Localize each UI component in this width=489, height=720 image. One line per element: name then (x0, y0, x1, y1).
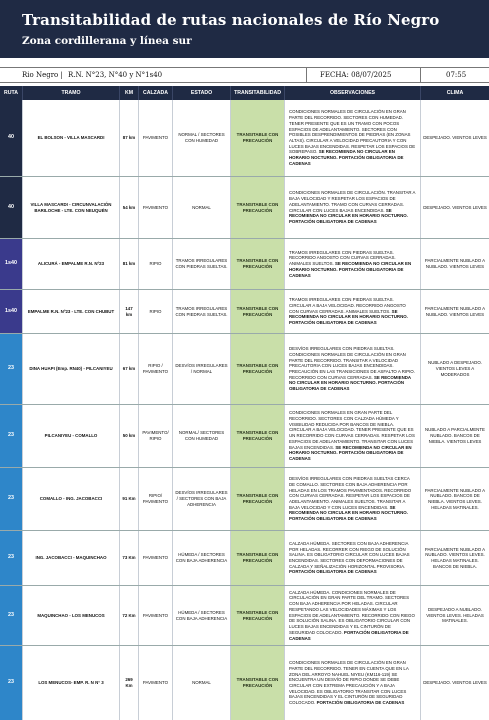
divider (306, 68, 307, 82)
transitabilidad-cell: TRANSITABLE CON PRECAUCIÓN (230, 646, 284, 720)
tramo-cell: EL BOLSON - VILLA MASCARDI (22, 100, 119, 176)
observaciones-warning: PORTACIÓN OBLIGATORIA DE CADENAS (316, 700, 405, 706)
column-header-clima: CLIMA (420, 86, 489, 100)
page-title: Transitabilidad de rutas nacionales de Río Negro (22, 11, 440, 29)
clima-cell: DESPEJADO. VIENTOS LEVES (420, 100, 489, 176)
route-number-cell: 40 (0, 100, 22, 176)
km-cell: 67 km (119, 334, 138, 404)
route-number-cell: 1s40 (0, 290, 22, 333)
observaciones-cell (284, 646, 420, 720)
observaciones-warning: SE RECOMIENDA NO CIRCULAR EN HORARIO NOCTURNO. PORTACIÓN OBLIGATORIA DE CADENAS (289, 308, 408, 326)
tramo-cell: LOS MENUCOS- EMP. R. N N° 3 (22, 646, 119, 720)
calzada-cell: RIPIO / PAVIMENTO (138, 334, 172, 404)
calzada-cell: PAVIMENTO/ RIPIO (138, 405, 172, 467)
date-label: FECHA: 08/07/2025 (320, 71, 392, 79)
table-row (0, 405, 489, 468)
column-header-estado: ESTADO (172, 86, 230, 100)
observaciones-cell (284, 100, 420, 176)
observaciones-cell (284, 586, 420, 645)
km-cell: 147 km (119, 290, 138, 333)
route-number-cell: 40 (0, 177, 22, 238)
clima-cell: NUBLADO A PARCIALMENTE NUBLADO. BANCOS DE NIEBLA. VIENTOS LEVES (420, 405, 489, 467)
km-cell: 54 km (119, 177, 138, 238)
transitabilidad-cell: TRANSITABLE CON PRECAUCIÓN (230, 290, 284, 333)
column-header-transitabilidad: TRANSITABILIDAD (230, 86, 284, 100)
estado-cell: HÚMEDA / SECTORES CON BAJA ADHERENCIA (172, 531, 230, 585)
observaciones-warning: SE RECOMIENDA NO CIRCULAR EN HORARIO NOCTURNO. PORTACIÓN OBLIGATORIA DE CADENAS (289, 444, 412, 462)
observaciones-text: CALZADA HÚMEDA. CONDICIONES NORMALES DE CIRCULACIÓN EN GRAN PARTE DEL TRAMO. SECTORES CON BAJA ADHERENCIA POR HELADAS. CIRCULAR RESPETANDO LAS VELOCIDADES MÁXIMAS Y LOS ESPACIOS DE ADELANTAMIENTO. RECORRIDO CON RIEGO DE SOLUCIÓN SALINA. ES OBLIGATORIO CIRCULAR CON LUCES BAJAS ENCENDIDAS Y EL CINTURÓN DE SEGURIDAD COLOCADO. (289, 589, 415, 635)
observaciones-text: CONDICIONES NORMALES EN GRAN PARTE DEL RECORRIDO. SECTORES CON CALZADA HÚMEDA Y VISIBILIDAD REDUCIDA POR BANCOS DE NIEBLA. CIRCULAR A BAJA VELOCIDAD. TENER PRESENTE QUE ES UN RECORRIDO CON CURVAS CERRADAS. RESPETAR LOS ESPACIOS DE ADELANTAMIENTO. TRANSITAR CON LUCES BAJAS ENCENDIDAS. (289, 410, 415, 450)
table-row (0, 290, 489, 334)
observaciones-warning: SE RECOMIENDA NO CIRCULAR EN HORARIO NOCTURNO. PORTACIÓN OBLIGATORIA DE CADENAS (289, 149, 404, 166)
estado-cell: DESVÍOS IRREGULARES / SECTORES CON BAJA ADHERENCIA (172, 468, 230, 530)
route-number-cell: 1s40 (0, 239, 22, 289)
route-number-cell: 23 (0, 531, 22, 585)
table-header (0, 86, 489, 100)
estado-cell: NORMAL (172, 177, 230, 238)
observaciones-text: TRAMOS IRREGULARES CON PIEDRAS SUELTAS. CIRCULAR A BAJA VELOCIDAD. RECORRIDO ANGOSTO CON CURVAS CERRADAS. ANIMALES SUELTOS. (289, 297, 406, 314)
calzada-cell: PAVIMENTO (138, 646, 172, 720)
calzada-cell: RIPIO/ PAVIMENTO (138, 468, 172, 530)
observaciones-text: TRAMOS IRREGULARES CON PIEDRAS SUELTAS. RECORRIDO ANGOSTO CON CURVAS CERRADAS. ANIMALES SUELTOS. (289, 249, 396, 267)
route-number-cell: 23 (0, 646, 22, 720)
observaciones-text: DESVÍOS IRREGULARES CON PIEDRAS SUELTAS CERCA DE COMALLO. SECTORES CON BAJA ADHERENCIA POR HELADAS EN LOS TRAMOS PAVIMENTADOS. RECORRIDO CON CURVAS CERRADAS. RESPETAR LOS ESPACIOS DE ADELANTAMIENTO. ANIMALES SUELTOS. TRANSITAR A BAJA VELOCIDAD Y CON LUCES ENCENDIDAS. (289, 476, 412, 510)
transitabilidad-cell: TRANSITABLE CON PRECAUCIÓN (230, 531, 284, 585)
table-row (0, 586, 489, 646)
observaciones-cell (284, 177, 420, 238)
route-number-cell: 23 (0, 468, 22, 530)
calzada-cell: RIPIO (138, 290, 172, 333)
km-cell: 91 Km (119, 468, 138, 530)
observaciones-warning: SE RECOMIENDA NO CIRCULAR EN HORARIO NOCTURNO. PORTACIÓN OBLIGATORIA DE CADENAS (289, 261, 412, 278)
tramo-cell: EMPALME R.N. Nº23 - LTE. CON CHUBUT (22, 290, 119, 333)
table-row (0, 646, 489, 720)
clima-cell: DESPEJADO A NUBLADO. VIENTOS LEVES. HELADAS MATINALES. (420, 586, 489, 645)
km-cell: 269 Km (119, 646, 138, 720)
calzada-cell: PAVIMENTO (138, 100, 172, 176)
observaciones-text: DESVÍOS IRREGULARES CON PIEDRAS SUELTAS. CONDICIONES NORMALES DE CIRCULACIÓN EN GRAN PARTE DEL RECORRIDO. TRANSITAR A VELOCIDAD PRECAUTORIA CON LUCES BAJAS ENCENDIDAS. PRECAUCIÓN EN LAS TRANSICIONES DE ASFALTO A RIPIO. RECORRIDO CON CURVAS CERRADAS. (289, 346, 415, 380)
page-subtitle: Zona cordillerana y línea sur (22, 35, 192, 47)
title-banner (0, 0, 489, 58)
estado-cell: NORMAL/ SECTORES CON HUMEDAD (172, 405, 230, 467)
tramo-cell: ALICURÁ - EMPALME R.N. Nº23 (22, 239, 119, 289)
column-header-observaciones: OBSERVACIONES (284, 86, 420, 100)
divider (420, 68, 421, 82)
clima-cell: NUBLADO A DESPEJADO. VIENTOS LEVES A MODERADOS (420, 334, 489, 404)
column-header-calzada: CALZADA (138, 86, 172, 100)
tramo-cell: COMALLO - ING. JACOBACCI (22, 468, 119, 530)
transitabilidad-cell: TRANSITABLE CON PRECAUCIÓN (230, 468, 284, 530)
table-row (0, 334, 489, 405)
observaciones-cell (284, 405, 420, 467)
estado-cell: TRAMOS IRREGULARES CON PIEDRAS SUELTAS. (172, 239, 230, 289)
observaciones-cell (284, 290, 420, 333)
estado-cell: NORMAL / SECTORES CON HUMEDAD (172, 100, 230, 176)
tramo-cell: MAQUINCHAO - LOS MENUCOS (22, 586, 119, 645)
km-cell: 81 km (119, 239, 138, 289)
table-row (0, 531, 489, 586)
region-label: Rio Negro | (22, 71, 63, 79)
route-number-cell: 23 (0, 586, 22, 645)
observaciones-text: CONDICIONES NORMALES DE CIRCULACIÓN. TRANSITAR A BAJA VELOCIDAD Y RESPETAR LOS ESPACIOS DE ADELANTAMIENTO. TRAMO CON CURVAS CERRADAS. CIRCULAR CON LUCES BAJAS ENCENDIDAS. (289, 190, 416, 213)
transitabilidad-cell: TRANSITABLE CON PRECAUCIÓN (230, 586, 284, 645)
tramo-cell: ING. JACOBACCI - MAQUINCHAO (22, 531, 119, 585)
observaciones-warning: PORTACIÓN OBLIGATORIA DE CADENAS (289, 569, 377, 575)
observaciones-text: CALZADA HÚMEDA. SECTORES CON BAJA ADHERENCIA POR HELADAS. RECORRER CON RIEGO DE SOLUCIÓN SALINA. ES OBLIGATORIO CIRCULAR CON LUCES BAJAS ENCENDIDAS. SECTORES CON DEFORMACIONES DE CALZADA Y SEÑALIZACIÓN HORIZONTAL PROVISORIA. (289, 540, 410, 569)
estado-cell: NORMAL (172, 646, 230, 720)
clima-cell: PARCIALMENTE NUBLADO A NUBLADO. VIENTOS LEVES (420, 239, 489, 289)
observaciones-warning: PORTACIÓN OBLIGATORIA DE CADENAS (289, 629, 409, 641)
table-row (0, 468, 489, 531)
table-row (0, 239, 489, 290)
table-row (0, 177, 489, 239)
km-cell: 72 Km (119, 586, 138, 645)
estado-cell: DESVÍOS IRREGULARES / NORMAL (172, 334, 230, 404)
estado-cell: HÚMEDA / SECTORES CON BAJA ADHERENCIA (172, 586, 230, 645)
calzada-cell: PAVIMENTO (138, 177, 172, 238)
observaciones-warning: SE RECOMIENDA NO CIRCULAR EN HORARIO NOCTURNO. PORTACIÓN OBLIGATORIA DE CADENAS (289, 207, 408, 224)
table-row (0, 100, 489, 177)
column-header-tramo: TRAMO (22, 86, 119, 100)
km-cell: 87 km (119, 100, 138, 176)
observaciones-cell (284, 531, 420, 585)
transitabilidad-cell: TRANSITABLE CON PRECAUCIÓN (230, 177, 284, 238)
route-number-cell: 23 (0, 334, 22, 404)
observaciones-text: CONDICIONES NORMALES DE CIRCULACIÓN EN GRAN PARTE DEL RECORRIDO. SECTORES CON HUMEDAD. TENER PRESENTE QUE ES UN TRAMO CON POCOS ESPACIOS DE ADELANTAMIENTO. SECTORES CON POSIBLES DESPRENDIMIENTOS DE PIEDRAS (EN ZONAS ALTAS). CIRCULAR A VELOCIDAD PRECAUTORIA Y CON LUCES BAJAS ENCENDIDAS. RESPETAR LOS ESPACIOS DE SOBREPASO. (289, 109, 416, 155)
clima-cell: PARCIALMENTE NUBLADO A NUBLADO. BANCOS DE NIEBLA. VIENTOS LEVES. HELADAS MATINALES. (420, 468, 489, 530)
tramo-cell: VILLA MASCARDI - CIRCUNVALACIÓN BARILOCHE - LTE. CON NEUQUÉN (22, 177, 119, 238)
observaciones-cell (284, 239, 420, 289)
observaciones-cell (284, 468, 420, 530)
clima-cell: PARCIALMENTE NUBLADO A NUBLADO. VIENTOS LEVES. HELADAS MATINALES. BANCOS DE NIEBLA. (420, 531, 489, 585)
column-header-km: KM (119, 86, 138, 100)
info-bar (0, 67, 489, 83)
calzada-cell: PAVIMENTO (138, 531, 172, 585)
calzada-cell: PAVIMENTO (138, 586, 172, 645)
clima-cell: DESPEJADO. VIENTOS LEVES (420, 177, 489, 238)
routes-label: R.N. N°23, N°40 y N°1s40 (68, 71, 163, 79)
observaciones-cell (284, 334, 420, 404)
clima-cell: DESPEJADO. VIENTOS LEVES (420, 646, 489, 720)
route-number-cell: 23 (0, 405, 22, 467)
transitabilidad-cell: TRANSITABLE CON PRECAUCIÓN (230, 239, 284, 289)
clima-cell: PARCIALMENTE NUBLADO A NUBLADO. VIENTOS LEVES (420, 290, 489, 333)
calzada-cell: RIPIO (138, 239, 172, 289)
observaciones-warning: SE RECOMIENDA NO CIRCULAR EN HORARIO NOCTURNO. PORTACIÓN OBLIGATORIA DE CADENAS (289, 374, 411, 392)
tramo-cell: DINA HUAPI (Emp. RN40) - PILCANIYEU (22, 334, 119, 404)
time-label: 07:55 (446, 71, 467, 79)
observaciones-text: CONDICIONES NORMALES DE CIRCULACIÓN EN GRAN PARTE DEL RECORRIDO. TENER EN CUENTA QUE EN LA ZONA DEL ARROYO NAHUEL NIYEU (KM116-119) SE ENCUENTRA UN DESVÍO DE RIPIO DONDE SE DEBE CIRCULAR CON EXTREMA PRECAUCIÓN Y A BAJA VELOCIDAD. ES OBLIGATORIO TRANSITAR CON LUCES BAJAS ENCENDIDAS Y EL CINTURÓN DE SEGURIDAD COLOCADO. (289, 660, 409, 706)
km-cell: 50 km (119, 405, 138, 467)
column-header-ruta: RUTA (3, 90, 19, 96)
transitabilidad-cell: TRANSITABLE CON PRECAUCIÓN (230, 334, 284, 404)
transitabilidad-cell: TRANSITABLE CON PRECAUCIÓN (230, 100, 284, 176)
transitabilidad-cell: TRANSITABLE CON PRECAUCIÓN (230, 405, 284, 467)
tramo-cell: PILCANIYEU - COMALLO (22, 405, 119, 467)
observaciones-warning: SE RECOMIENDA NO CIRCULAR EN HORARIO NOCTURNO. PORTACIÓN OBLIGATORIA DE CADENAS (289, 504, 408, 522)
estado-cell: TRAMOS IRREGULARES CON PIEDRAS SUELTAS. (172, 290, 230, 333)
km-cell: 73 Km (119, 531, 138, 585)
